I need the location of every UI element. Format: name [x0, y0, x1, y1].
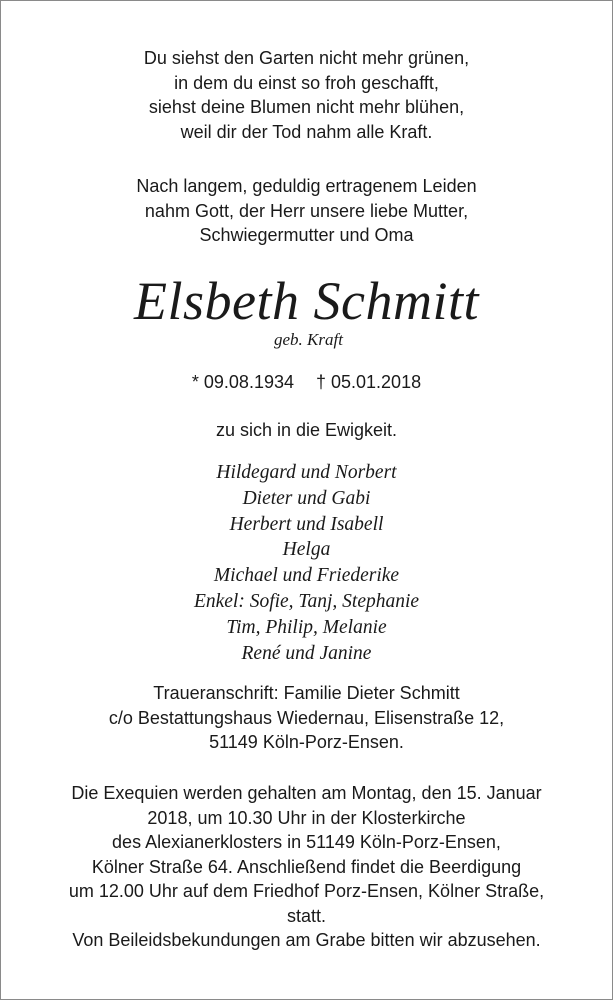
intro-line: Nach langem, geduldig ertragenem Leiden — [136, 176, 477, 196]
poem-line: in dem du einst so froh geschafft, — [174, 72, 439, 93]
service-line: 2018, um 10.30 Uhr in der Klosterkirche — [147, 807, 466, 828]
service-details — [1, 781, 612, 953]
birth-date: * 09.08.1934 — [191, 372, 294, 392]
mourner-entry: Michael und Friederike — [213, 565, 400, 587]
address-line: 51149 Köln-Porz-Ensen. — [209, 732, 404, 752]
maiden-name: geb. Kraft — [274, 330, 343, 349]
mourner-entry: René und Janine — [241, 642, 372, 664]
intro-line: nahm Gott, der Herr unsere liebe Mutter, — [144, 200, 469, 221]
address-line: Traueranschrift: Familie Dieter Schmitt — [153, 683, 460, 703]
life-dates — [1, 370, 612, 395]
poem-line: Du siehst den Garten nicht mehr grünen, — [143, 48, 470, 68]
death-date: † 05.01.2018 — [315, 372, 422, 392]
mourner-entry: Enkel: Sofie, Tanj, Stephanie — [193, 590, 420, 612]
service-line: statt. — [286, 905, 326, 926]
mourner-entry: Herbert und Isabell — [229, 513, 384, 535]
address-line: c/o Bestattungshaus Wiedernau, Elisenstraße 12, — [108, 707, 505, 728]
memorial-poem — [1, 46, 612, 144]
poem-line: weil dir der Tod nahm alle Kraft. — [180, 121, 433, 142]
intro-text — [1, 174, 612, 248]
mourner-entry: Dieter und Gabi — [242, 487, 371, 509]
service-line: Kölner Straße 64. Anschließend findet die Beerdigung — [91, 856, 522, 877]
service-line: Von Beileidsbekundungen am Grabe bitten wir abzusehen. — [72, 930, 541, 950]
mourning-address — [1, 681, 612, 755]
mourner-entry: Hildegard und Norbert — [216, 462, 397, 483]
deceased-name: Elsbeth Schmitt — [134, 271, 479, 331]
intro-line: Schwiegermutter und Oma — [199, 225, 414, 245]
mourners-list — [1, 460, 612, 666]
poem-line: siehst deine Blumen nicht mehr blühen, — [148, 97, 465, 117]
eternity-phrase: zu sich in die Ewigkeit. — [215, 420, 398, 440]
service-line: des Alexianerklosters in 51149 Köln-Porz-Ensen, — [112, 832, 501, 852]
mourner-entry: Tim, Philip, Melanie — [226, 616, 387, 638]
service-line: um 12.00 Uhr auf dem Friedhof Porz-Ensen, Kölner Straße, — [68, 881, 545, 901]
service-line: Die Exequien werden gehalten am Montag, den 15. Januar — [71, 783, 542, 803]
mourner-entry: Helga — [282, 539, 331, 561]
